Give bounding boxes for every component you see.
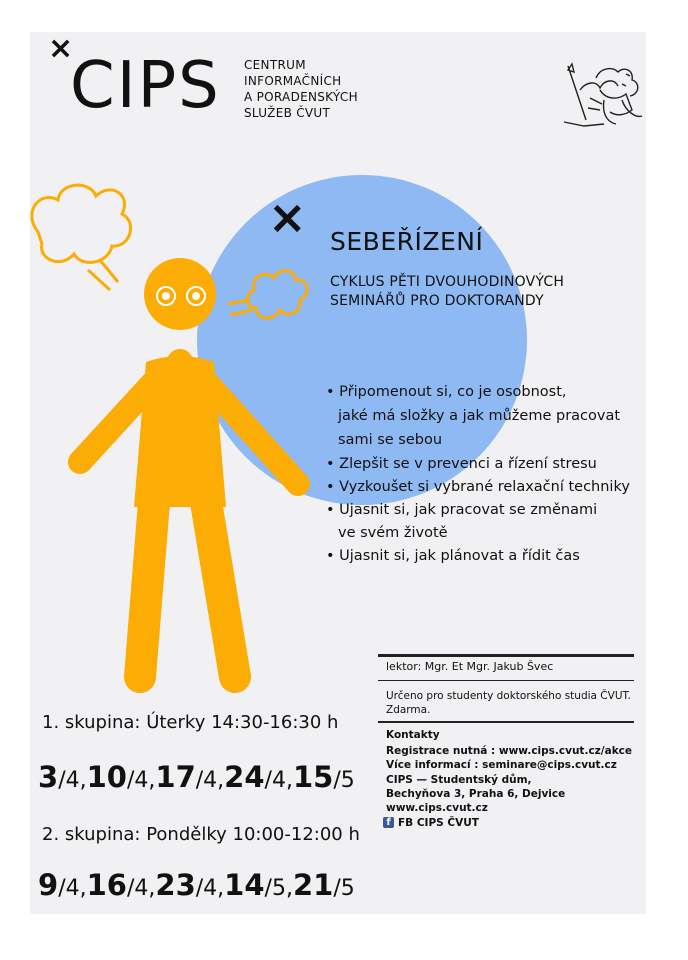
bullet-item: • Vyzkoušet si vybrané relaxační techniky bbox=[326, 479, 630, 495]
org-name-line: INFORMAČNÍCH bbox=[244, 74, 342, 88]
bullet-item-continuation: ve svém životě bbox=[338, 525, 448, 541]
date-day: 16 bbox=[86, 868, 127, 902]
subtitle-line: SEMINÁŘŮ PRO DOKTORANDY bbox=[330, 293, 544, 309]
title-x-mark: × bbox=[268, 190, 307, 244]
bullet-item-continuation: jaké má složky a jak můžeme pracovat bbox=[338, 408, 621, 424]
contact-website: www.cips.cvut.cz bbox=[386, 802, 488, 814]
large-steam-cloud-icon bbox=[32, 185, 131, 290]
date-month: 5 bbox=[340, 768, 355, 793]
group-1-dates: 3/4,10/4,17/4,24/4,15/5 bbox=[38, 760, 355, 794]
cips-logo-text: CIPS bbox=[70, 49, 221, 123]
date-month: 5 bbox=[340, 876, 355, 901]
page-title: SEBEŘÍZENÍ bbox=[330, 227, 484, 256]
date-month: 4 bbox=[134, 768, 149, 793]
date-month: 4 bbox=[134, 876, 149, 901]
group-2-label: 2. skupina: Pondělky 10:00-12:00 h bbox=[42, 824, 360, 845]
logo-x-mark: × bbox=[48, 32, 74, 66]
lecturer-info: lektor: Mgr. Et Mgr. Jakub Švec bbox=[386, 660, 554, 673]
poster bbox=[30, 32, 646, 914]
divider bbox=[378, 654, 634, 657]
org-name-line: A PORADENSKÝCH bbox=[244, 90, 358, 104]
bullet-item: • Ujasnit si, jak plánovat a řídit čas bbox=[326, 548, 580, 564]
group-2-dates: 9/4,16/4,23/4,14/5,21/5 bbox=[38, 868, 355, 902]
facebook-link: FB CIPS ČVUT bbox=[398, 817, 479, 829]
date-day: 14 bbox=[224, 868, 265, 902]
date-month: 4 bbox=[203, 876, 218, 901]
bullet-item: • Ujasnit si, jak pracovat se změnami bbox=[326, 502, 598, 518]
bullet-item: • Zlepšit se v prevenci a řízení stresu bbox=[326, 456, 597, 472]
date-day: 10 bbox=[86, 760, 127, 794]
date-day: 24 bbox=[224, 760, 265, 794]
subtitle-line: CYKLUS PĚTI DVOUHODINOVÝCH bbox=[330, 274, 565, 290]
contact-registration: Registrace nutná : www.cips.cvut.cz/akce bbox=[386, 745, 633, 757]
date-month: 4 bbox=[271, 768, 286, 793]
date-month: 4 bbox=[65, 876, 80, 901]
audience-info: Určeno pro studenty doktorského studia ČVUT. bbox=[386, 690, 632, 702]
contact-address: Bechyňova 3, Praha 6, Dejvice bbox=[386, 788, 566, 800]
date-month: 4 bbox=[203, 768, 218, 793]
contact-email: Více informací : seminare@cips.cvut.cz bbox=[386, 759, 617, 771]
date-month: 5 bbox=[271, 876, 286, 901]
bullet-item: • Připomenout si, co je osobnost, bbox=[326, 384, 567, 400]
bullet-item-continuation: sami se sebou bbox=[338, 432, 443, 448]
cvut-lion-logo-icon bbox=[560, 60, 646, 130]
org-name-line: SLUŽEB ČVUT bbox=[244, 106, 331, 120]
date-day: 9 bbox=[38, 868, 59, 902]
date-day: 3 bbox=[38, 760, 59, 794]
date-day: 21 bbox=[292, 868, 334, 902]
contact-address: CIPS — Studentský dům, bbox=[386, 774, 532, 786]
facebook-icon: f bbox=[383, 817, 394, 828]
date-day: 23 bbox=[155, 868, 196, 902]
contacts-heading: Kontakty bbox=[386, 729, 440, 741]
group-1-label: 1. skupina: Úterky 14:30-16:30 h bbox=[42, 712, 339, 733]
audience-info: Zdarma. bbox=[386, 704, 431, 716]
divider bbox=[378, 721, 634, 723]
date-month: 4 bbox=[65, 768, 80, 793]
divider bbox=[378, 680, 634, 681]
org-name-line: CENTRUM bbox=[244, 58, 306, 72]
date-day: 17 bbox=[155, 760, 196, 794]
date-day: 15 bbox=[292, 760, 334, 794]
